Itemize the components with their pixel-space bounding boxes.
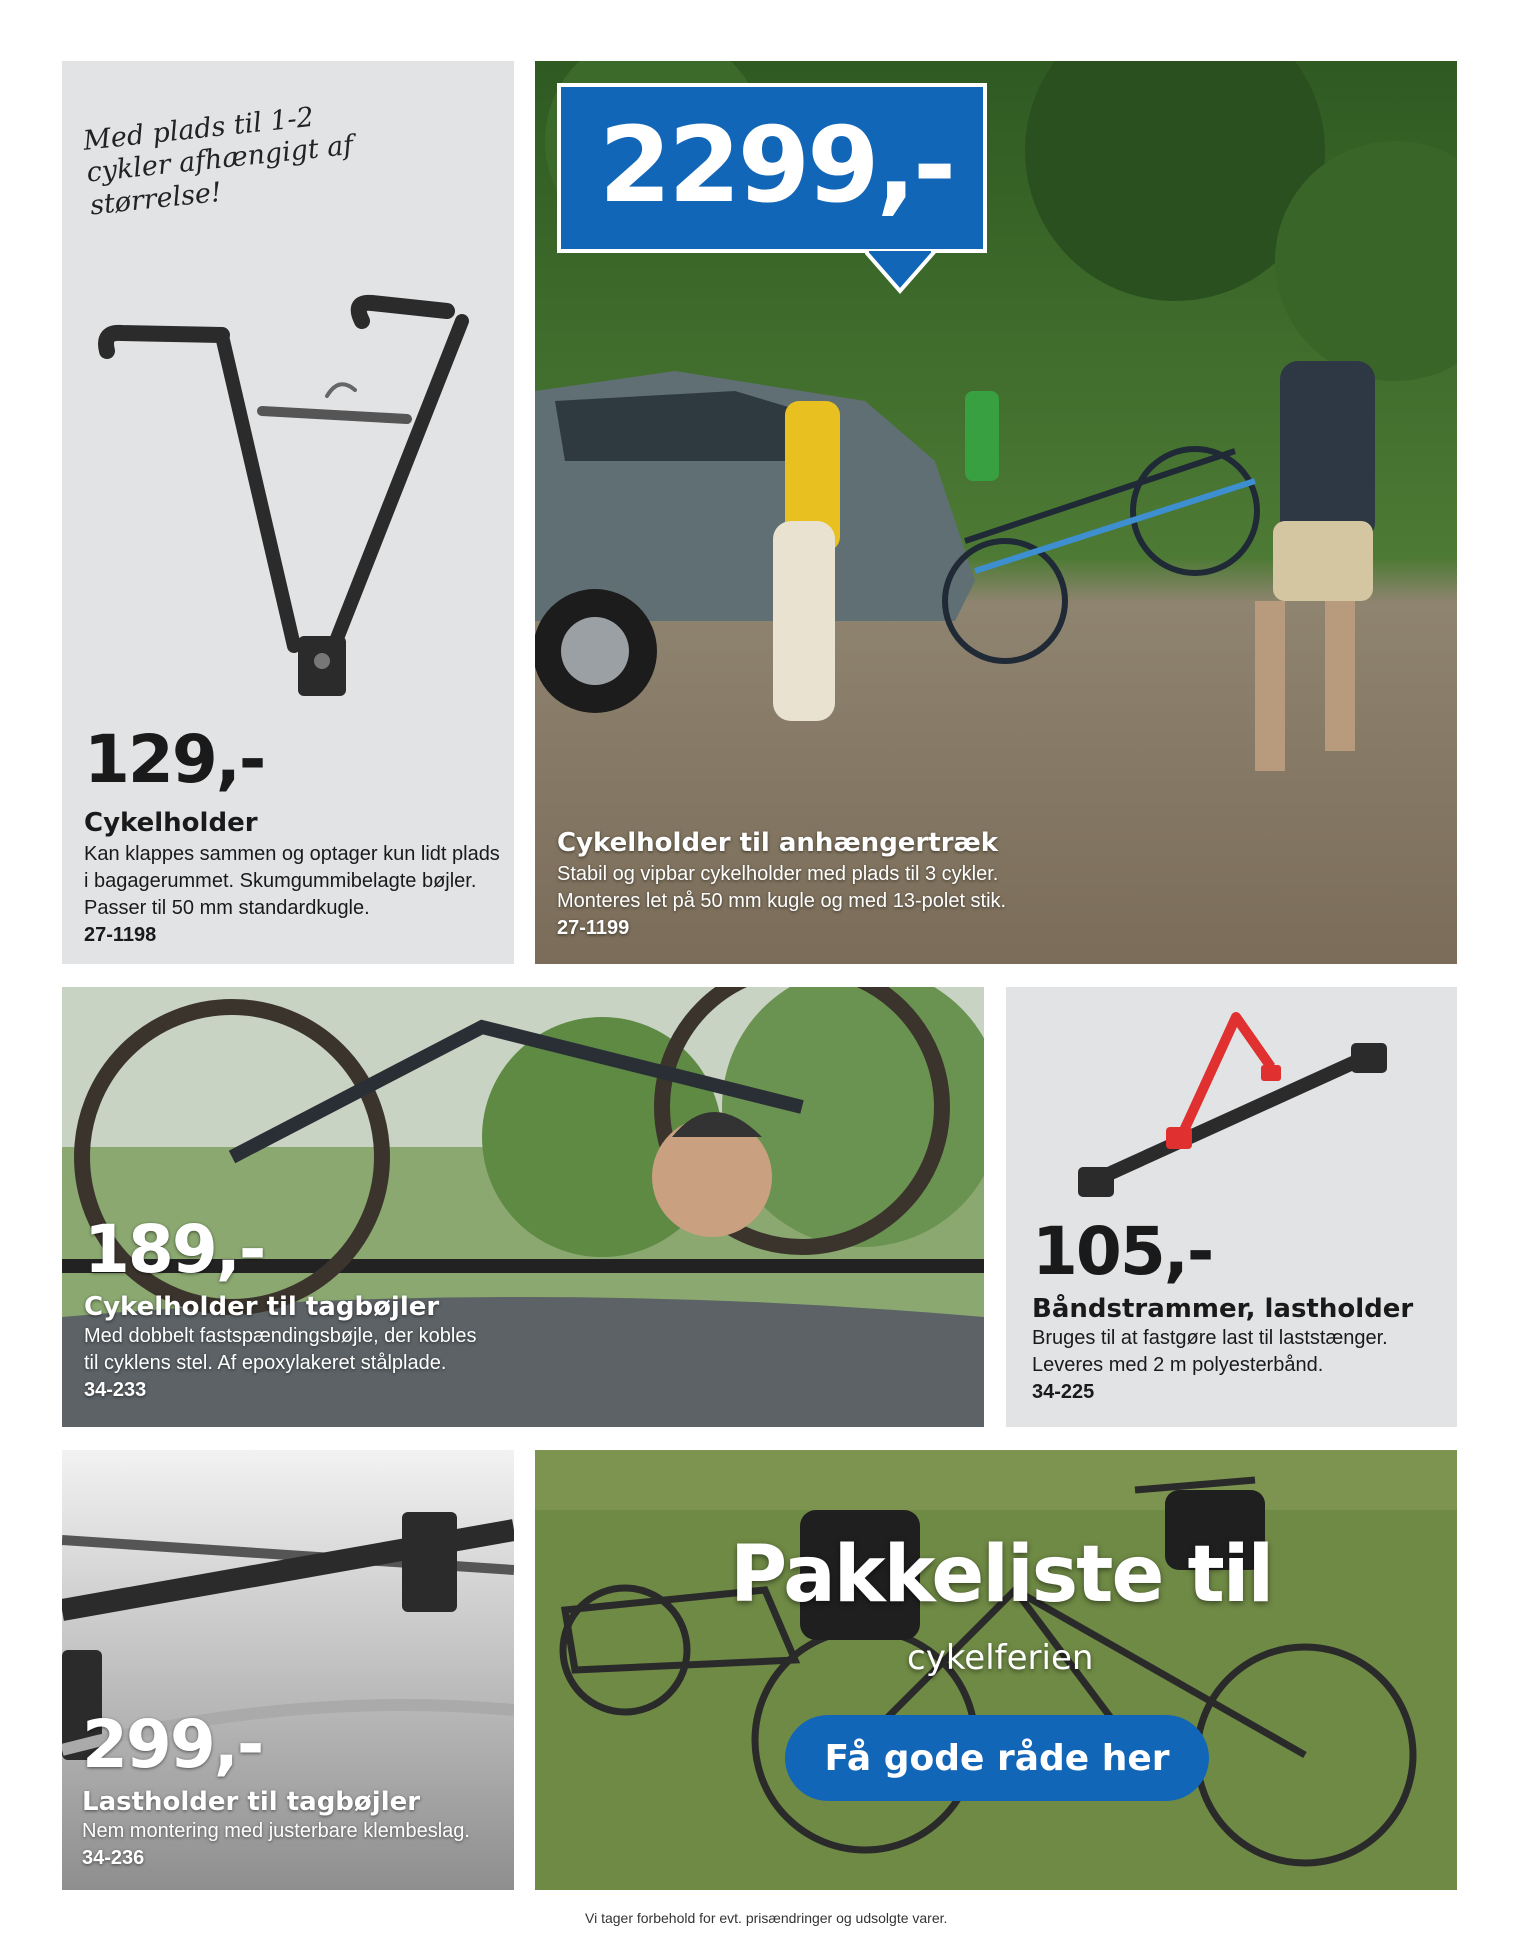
advice-button[interactable] [785,1715,1209,1801]
product-tile-baandstrammer[interactable] [1006,987,1457,1427]
product-description: Kan klappes sammen og optager kun lidt plads i bagagerummet. Skumgummibelagte bøjler. Passer til 50 mm standardkugle. [84,842,500,919]
product-title: Cykelholder til anhængertræk [557,828,999,858]
product-title: Lastholder til tagbøjler [82,1787,421,1817]
product-tile-cykelholder[interactable] [62,61,514,964]
price: 189,- [84,1211,265,1288]
packing-list-headline: Pakkeliste til [730,1530,1273,1620]
footer-disclaimer: Vi tager forbehold for evt. prisændringer og udsolgte varer. [585,1910,948,1926]
price: 299,- [82,1706,263,1783]
product-title: Cykelholder [84,808,258,838]
advice-button-label: Få gode råde her [824,1737,1170,1779]
product-description: Nem montering med justerbare klembeslag. [82,1819,470,1842]
price: 129,- [84,721,265,798]
product-code: 34-225 [1032,1380,1095,1403]
packing-list-subline: cykelferien [907,1638,1094,1678]
price: 105,- [1032,1213,1213,1290]
packing-list-banner[interactable] [535,1450,1457,1890]
product-description: Stabil og vipbar cykelholder med plads til 3 cykler. Monteres let på 50 mm kugle og med 13-polet stik. [557,862,1007,912]
price-bubble-tail [865,251,945,301]
product-tile-anhaengertraek[interactable] [535,61,1457,964]
product-code: 34-236 [82,1846,145,1869]
product-code: 27-1199 [557,916,630,939]
price-bubble: 2299,- [557,83,987,253]
product-description: Bruges til at fastgøre last til laststænger. Leveres med 2 m polyesterbånd. [1032,1326,1388,1376]
product-title: Cykelholder til tagbøjler [84,1292,440,1322]
product-tile-lastholder[interactable] [62,1450,514,1890]
strap-load-holder-product-image [1006,987,1457,1227]
product-code: 34-233 [84,1378,147,1401]
product-code: 27-1198 [84,923,157,946]
product-description: Med dobbelt fastspændingsbøjle, der kobles til cyklens stel. Af epoxylakeret stålplade. [84,1324,477,1374]
handwritten-note: Med plads til 1-2 cykler afhængigt af størrelse! [81,101,355,222]
product-title: Båndstrammer, lastholder [1032,1294,1414,1324]
product-tile-tagbojler-cykelholder[interactable] [62,987,984,1427]
bike-carrier-product-image [62,251,514,711]
